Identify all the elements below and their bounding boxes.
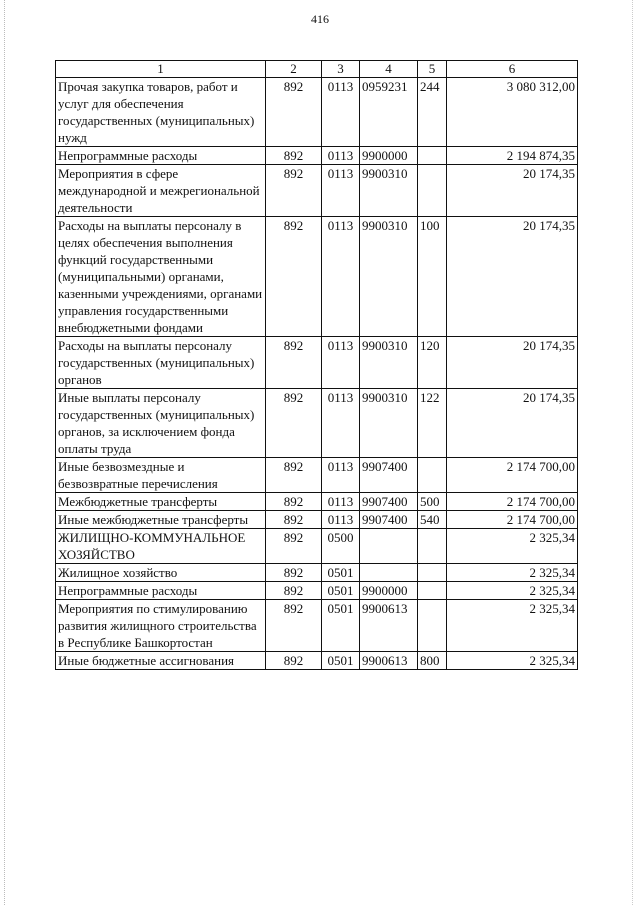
row-name: Жилищное хозяйство	[56, 564, 266, 582]
row-ved: 892	[266, 78, 322, 147]
row-vr: 500	[418, 493, 447, 511]
row-vr	[418, 529, 447, 564]
row-amount: 2 325,34	[447, 600, 578, 652]
row-ved: 892	[266, 165, 322, 217]
row-vr: 540	[418, 511, 447, 529]
row-name: Прочая закупка товаров, работ и услуг для обеспечения государственных (муниципальных) нужд	[56, 78, 266, 147]
row-name: Мероприятия по стимулированию развития жилищного строительства в Республике Башкортостан	[56, 600, 266, 652]
row-razdel: 0501	[322, 652, 360, 670]
row-amount: 2 325,34	[447, 529, 578, 564]
table-row	[56, 337, 578, 389]
table-row	[56, 147, 578, 165]
row-csr: 9900310	[360, 337, 418, 389]
row-csr: 9900000	[360, 147, 418, 165]
row-csr: 9900000	[360, 582, 418, 600]
row-razdel: 0113	[322, 493, 360, 511]
page-number: 416	[311, 12, 329, 26]
row-amount: 20 174,35	[447, 165, 578, 217]
row-csr: 9907400	[360, 493, 418, 511]
table-row	[56, 389, 578, 458]
row-vr: 122	[418, 389, 447, 458]
row-name: Межбюджетные трансферты	[56, 493, 266, 511]
row-csr: 0959231	[360, 78, 418, 147]
row-csr: 9900613	[360, 600, 418, 652]
row-vr	[418, 458, 447, 493]
row-ved: 892	[266, 600, 322, 652]
row-razdel: 0113	[322, 511, 360, 529]
table-row	[56, 652, 578, 670]
row-razdel: 0501	[322, 564, 360, 582]
row-name: Непрограммные расходы	[56, 582, 266, 600]
row-amount: 2 174 700,00	[447, 493, 578, 511]
table-header-row	[56, 61, 578, 78]
table-row	[56, 165, 578, 217]
row-vr	[418, 147, 447, 165]
row-name: Непрограммные расходы	[56, 147, 266, 165]
row-ved: 892	[266, 529, 322, 564]
row-amount: 2 194 874,35	[447, 147, 578, 165]
row-name: Иные бюджетные ассигнования	[56, 652, 266, 670]
table-row	[56, 493, 578, 511]
row-razdel: 0113	[322, 78, 360, 147]
budget-table	[55, 60, 578, 670]
row-csr: 9907400	[360, 458, 418, 493]
row-razdel: 0113	[322, 217, 360, 337]
row-amount: 20 174,35	[447, 337, 578, 389]
row-ved: 892	[266, 564, 322, 582]
row-amount: 20 174,35	[447, 389, 578, 458]
row-razdel: 0501	[322, 600, 360, 652]
row-razdel: 0113	[322, 458, 360, 493]
row-name: ЖИЛИЩНО-КОММУНАЛЬНОЕ ХОЗЯЙСТВО	[56, 529, 266, 564]
row-ved: 892	[266, 582, 322, 600]
row-vr: 120	[418, 337, 447, 389]
row-vr	[418, 582, 447, 600]
row-ved: 892	[266, 652, 322, 670]
row-name: Иные безвозмездные и безвозвратные перечисления	[56, 458, 266, 493]
row-ved: 892	[266, 458, 322, 493]
scan-edge-left	[4, 0, 6, 905]
row-vr	[418, 165, 447, 217]
table-row	[56, 582, 578, 600]
table-row	[56, 600, 578, 652]
row-name: Иные межбюджетные трансферты	[56, 511, 266, 529]
column-header-vr: 5	[418, 61, 447, 78]
row-csr: 9900613	[360, 652, 418, 670]
row-amount: 2 325,34	[447, 582, 578, 600]
row-ved: 892	[266, 511, 322, 529]
row-ved: 892	[266, 217, 322, 337]
row-ved: 892	[266, 337, 322, 389]
row-amount: 20 174,35	[447, 217, 578, 337]
row-razdel: 0113	[322, 165, 360, 217]
column-header-name: 1	[56, 61, 266, 78]
row-razdel: 0501	[322, 582, 360, 600]
row-ved: 892	[266, 389, 322, 458]
table-row	[56, 217, 578, 337]
row-razdel: 0500	[322, 529, 360, 564]
row-razdel: 0113	[322, 389, 360, 458]
table-row	[56, 78, 578, 147]
column-header-amount: 6	[447, 61, 578, 78]
row-csr	[360, 529, 418, 564]
row-vr: 800	[418, 652, 447, 670]
row-csr: 9900310	[360, 217, 418, 337]
scan-edge-right	[632, 0, 634, 905]
row-ved: 892	[266, 493, 322, 511]
row-name: Мероприятия в сфере международной и межрегиональной деятельности	[56, 165, 266, 217]
column-header-ved: 2	[266, 61, 322, 78]
row-razdel: 0113	[322, 337, 360, 389]
row-name: Иные выплаты персоналу государственных (муниципальных) органов, за исключением фонда оплаты труда	[56, 389, 266, 458]
row-razdel: 0113	[322, 147, 360, 165]
row-name: Расходы на выплаты персоналу государственных (муниципальных) органов	[56, 337, 266, 389]
row-amount: 2 174 700,00	[447, 458, 578, 493]
row-vr	[418, 600, 447, 652]
row-amount: 2 325,34	[447, 652, 578, 670]
row-name: Расходы на выплаты персоналу в целях обеспечения выполнения функций государственными (муниципальными) органами, казенными учреждениями, органами управления государственными внебюджетными фондами	[56, 217, 266, 337]
row-vr: 100	[418, 217, 447, 337]
row-ved: 892	[266, 147, 322, 165]
row-csr: 9900310	[360, 165, 418, 217]
row-amount: 2 174 700,00	[447, 511, 578, 529]
row-vr: 244	[418, 78, 447, 147]
column-header-csr: 4	[360, 61, 418, 78]
table-row	[56, 458, 578, 493]
row-vr	[418, 564, 447, 582]
table-row	[56, 564, 578, 582]
row-csr	[360, 564, 418, 582]
table-row	[56, 511, 578, 529]
row-amount: 2 325,34	[447, 564, 578, 582]
row-amount: 3 080 312,00	[447, 78, 578, 147]
row-csr: 9900310	[360, 389, 418, 458]
row-csr: 9907400	[360, 511, 418, 529]
column-header-razdel: 3	[322, 61, 360, 78]
table-row	[56, 529, 578, 564]
